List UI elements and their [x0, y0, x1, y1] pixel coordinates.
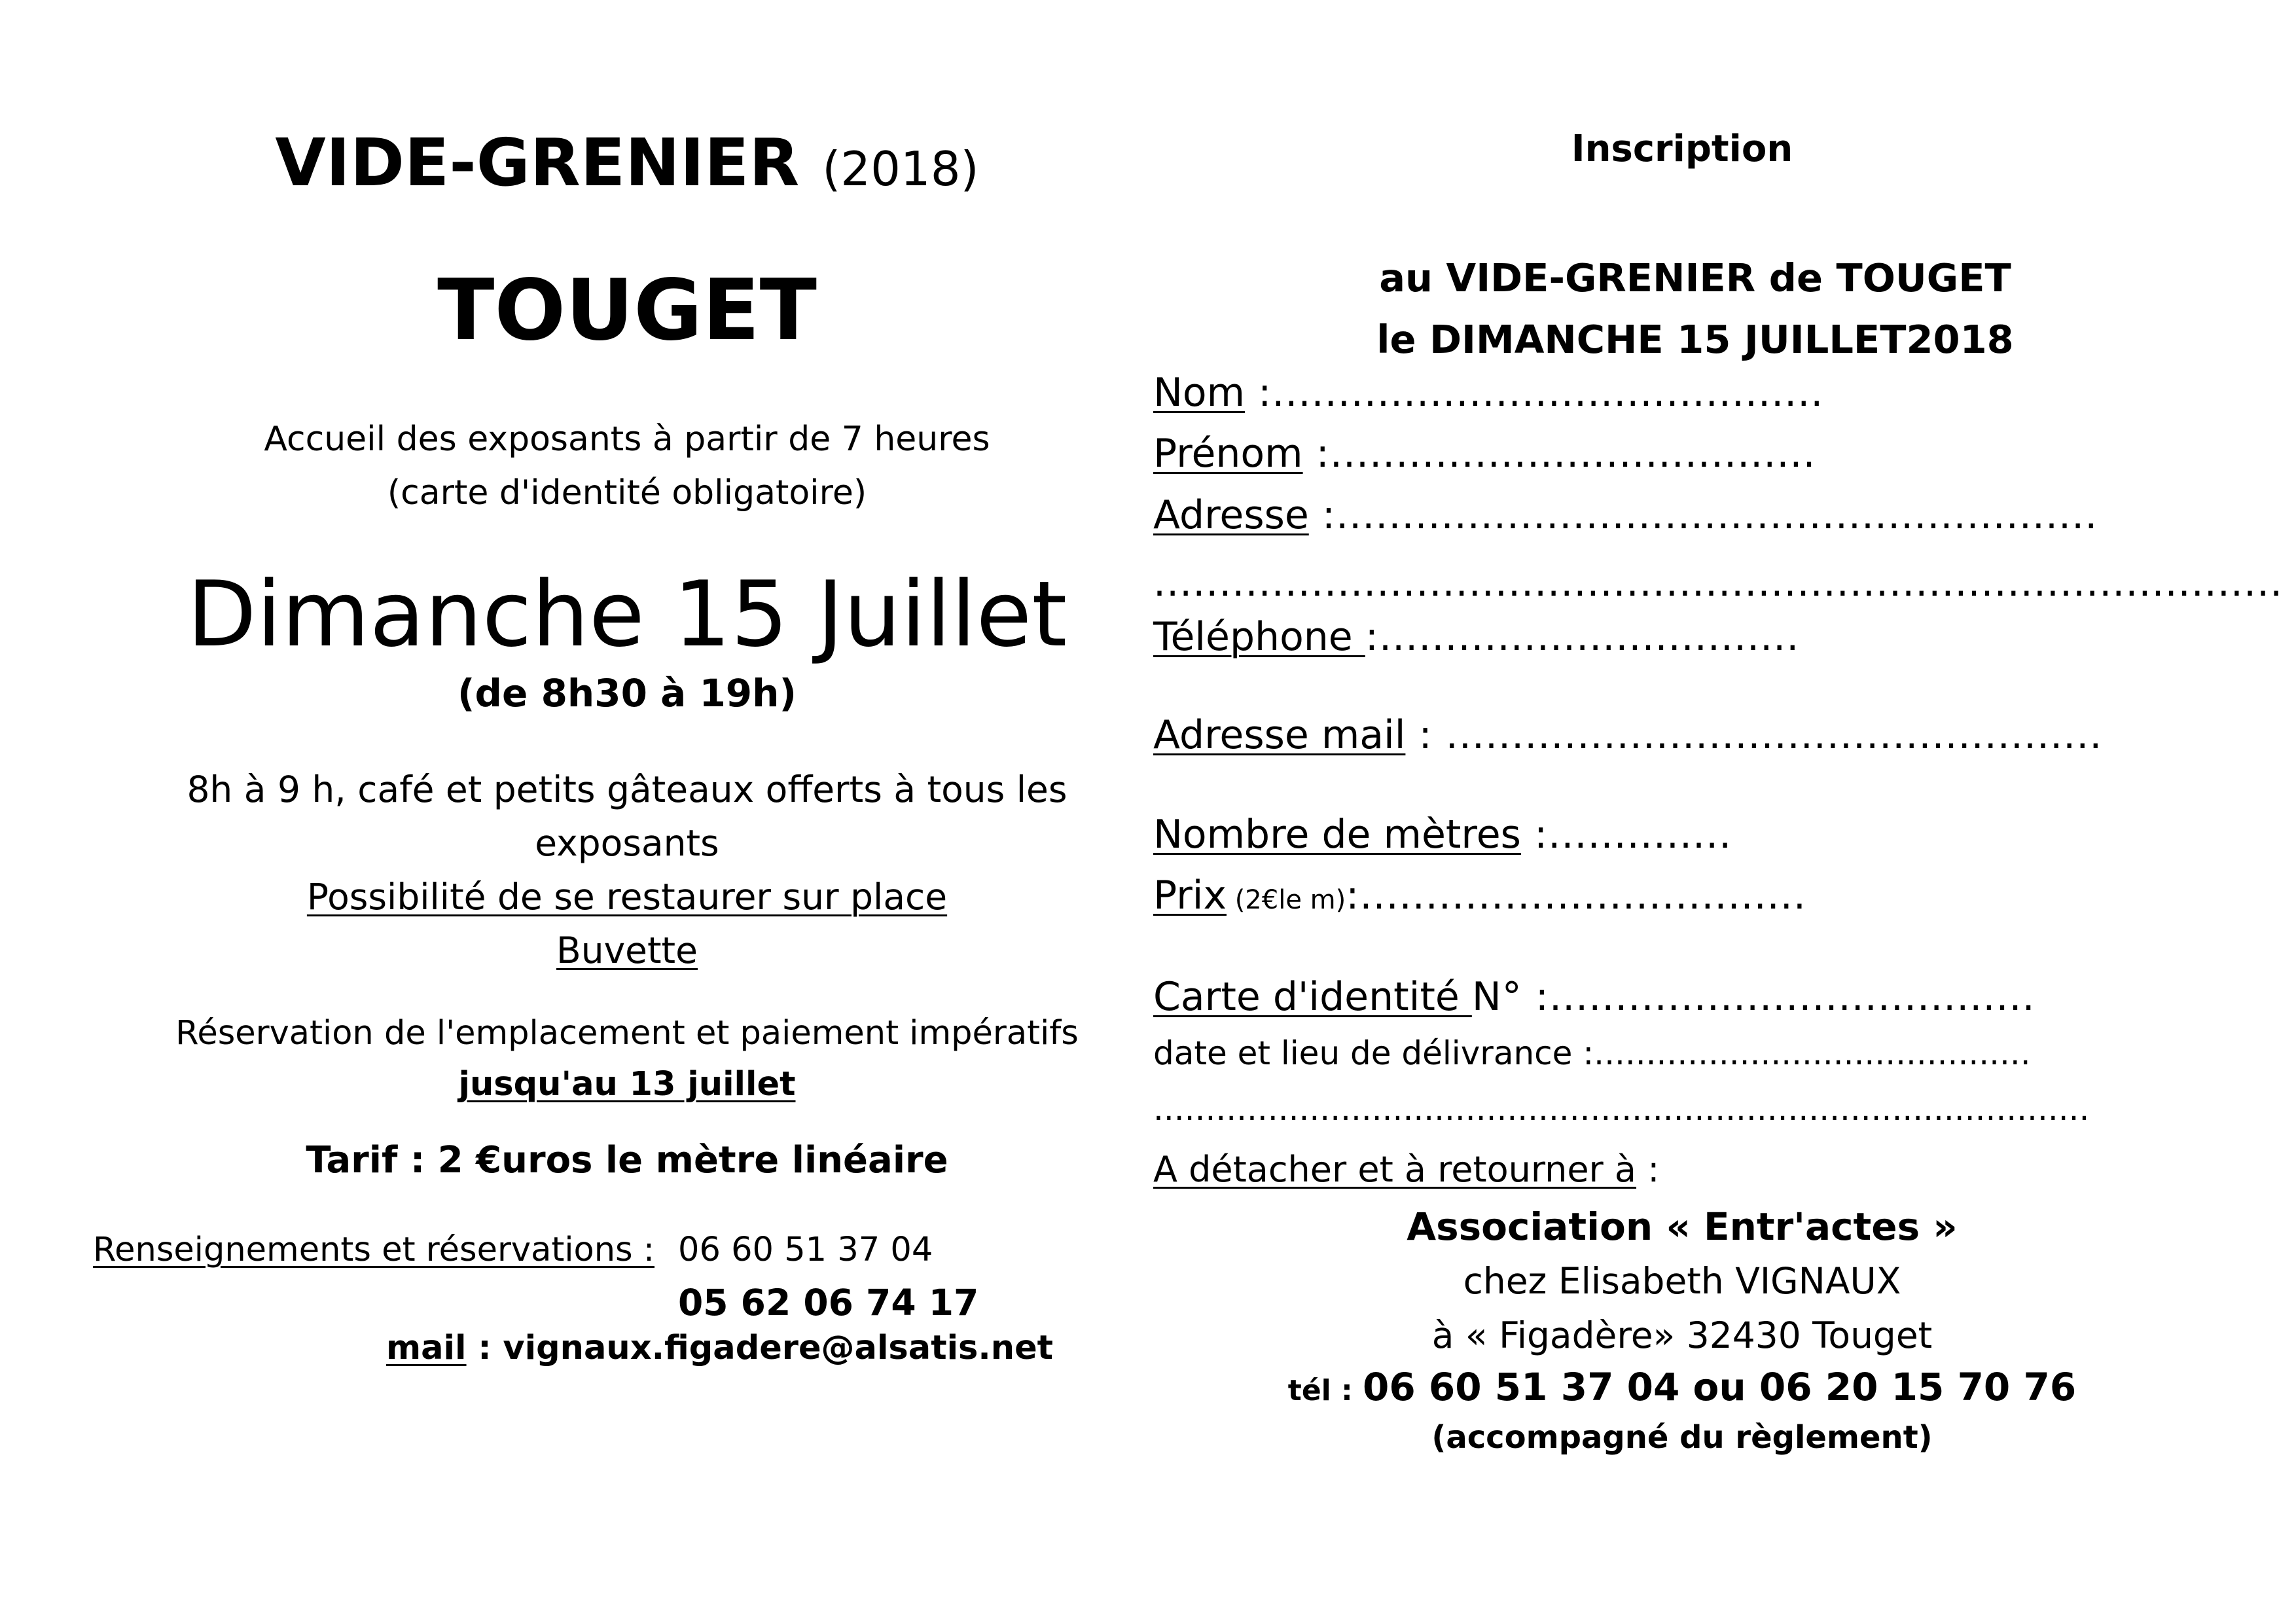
- restaurer-line: Possibilité de se restaurer sur place: [306, 876, 948, 918]
- field-adresse-blank[interactable]: :..........................................................: [1308, 492, 2098, 538]
- association-name: Association « Entr'actes »: [1407, 1204, 1958, 1249]
- field-nom[interactable]: [1153, 370, 1823, 416]
- return-instruction: [1153, 1149, 1659, 1190]
- field-metres-blank[interactable]: :..............: [1520, 812, 1732, 857]
- field-nom-blank[interactable]: :..........................................: [1245, 370, 1824, 416]
- field-prix-unit: (2€le m): [1226, 885, 1346, 915]
- event-date: Dimanche 15 Juillet: [187, 562, 1067, 667]
- field-metres[interactable]: [1153, 812, 1732, 857]
- field-mail-blank[interactable]: : ..................................................: [1405, 712, 2103, 758]
- form-subtitle: [1302, 247, 2088, 370]
- field-carte-blank[interactable]: N° :.....................................: [1471, 974, 2036, 1020]
- field-mail-label: Adresse mail: [1153, 712, 1406, 758]
- tarif-line: Tarif : 2 €uros le mètre linéaire: [306, 1139, 948, 1182]
- accueil-block: [0, 412, 1254, 520]
- field-prenom[interactable]: [1153, 431, 1816, 477]
- tel-numbers[interactable]: 06 60 51 37 04 ou 06 20 15 70 76: [1363, 1365, 2077, 1409]
- field-nom-label: Nom: [1153, 370, 1246, 416]
- payment-note: (accompagné du règlement): [1431, 1419, 1933, 1456]
- return-instruction-label: A détacher et à retourner à: [1153, 1149, 1637, 1190]
- field-prix-label: Prix: [1153, 873, 1227, 918]
- field-telephone[interactable]: [1153, 614, 1799, 660]
- reservation-line: Réservation de l'emplacement et paiement impératifs: [175, 1014, 1079, 1053]
- cafe-line-2: exposants: [535, 822, 719, 864]
- contact-label-text: Renseignements et réservations :: [93, 1231, 655, 1269]
- town-name: TOUGET: [437, 262, 817, 359]
- field-prenom-blank[interactable]: :.....................................: [1302, 431, 1816, 477]
- association-address: à « Figadère» 32430 Touget: [1431, 1314, 1933, 1356]
- field-delivrance[interactable]: date et lieu de délivrance :..........................................: [1153, 1034, 2031, 1072]
- form-subtitle-line-1: au VIDE-GRENIER de TOUGET: [1379, 255, 2011, 300]
- association-contact: chez Elisabeth VIGNAUX: [1463, 1260, 1901, 1302]
- mail-address[interactable]: : vignaux.figadere@alsatis.net: [466, 1329, 1054, 1367]
- mail-label: mail: [386, 1329, 467, 1367]
- contact-mail[interactable]: [386, 1329, 1053, 1367]
- field-adresse-label: Adresse: [1153, 492, 1309, 538]
- field-prix[interactable]: [1153, 873, 1806, 918]
- event-hours: (de 8h30 à 19h): [457, 671, 797, 715]
- field-prenom-label: Prénom: [1153, 431, 1303, 477]
- cafe-line: 8h à 9 h, café et petits gâteaux offerts à tous les: [187, 768, 1067, 810]
- field-prix-blank[interactable]: :..................................: [1346, 873, 1806, 918]
- association-phones[interactable]: [1152, 1365, 2212, 1409]
- id-card-note: (carte d'identité obligatoire): [387, 473, 867, 513]
- event-title-text: VIDE-GRENIER: [275, 124, 800, 201]
- field-delivrance-line-2[interactable]: ..........................................................................................: [1153, 1090, 2090, 1128]
- field-adresse-blank-2[interactable]: ......................................................................................: [1153, 560, 2284, 605]
- contact-phone-2[interactable]: 05 62 06 74 17: [678, 1282, 979, 1324]
- field-telephone-blank[interactable]: :................................: [1365, 614, 1800, 660]
- event-year: (2018): [822, 141, 979, 196]
- return-instruction-colon: :: [1636, 1149, 1660, 1190]
- field-mail[interactable]: [1153, 712, 2102, 758]
- reservation-block: [0, 1008, 1254, 1110]
- field-telephone-label: Téléphone: [1153, 614, 1365, 660]
- reservation-deadline: jusqu'au 13 juillet: [458, 1065, 796, 1104]
- field-metres-label: Nombre de mètres: [1153, 812, 1521, 857]
- contact-phone-1[interactable]: 06 60 51 37 04: [678, 1231, 933, 1269]
- field-adresse-line-2[interactable]: [1153, 560, 2283, 605]
- field-carte-label: Carte d'identité: [1153, 974, 1472, 1020]
- buvette-line: Buvette: [556, 929, 698, 971]
- form-title: Inscription: [1571, 128, 1793, 170]
- accueil-line: Accueil des exposants à partir de 7 heures: [264, 420, 990, 459]
- event-title: [0, 124, 1254, 201]
- contact-label: [93, 1231, 655, 1269]
- field-carte-identite[interactable]: [1153, 974, 2036, 1020]
- form-subtitle-line-2: le DIMANCHE 15 JUILLET2018: [1376, 317, 2014, 362]
- amenities-block: [0, 763, 1254, 977]
- field-adresse[interactable]: [1153, 492, 2098, 538]
- tel-prefix: tél :: [1287, 1374, 1363, 1407]
